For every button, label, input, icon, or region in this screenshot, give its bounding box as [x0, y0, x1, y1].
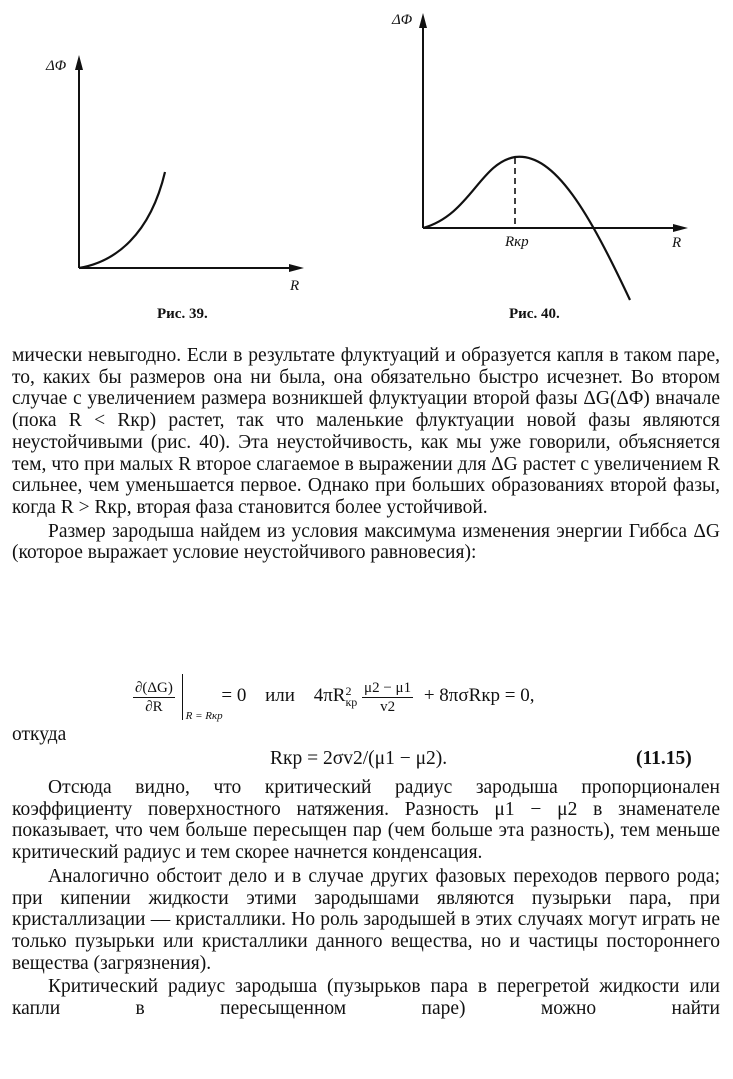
paragraph-2: Размер зародыша найдем из условия максимума изменения энергии Гиббса ΔG (которое выражает условие неустойчивого равновесия):	[12, 520, 720, 564]
equation-connector: или	[265, 685, 295, 707]
derivative-denominator: ∂R	[145, 698, 163, 715]
paragraph-3: Отсюда видно, что критический радиус зародыша пропорционален коэффициенту поверхностного натяжения. Разность μ1 − μ2 в знаменателе показывает, что чем больше пересыщен пар (чем больше эта разность), тем меньше критический радиус и тем скорее начнется конденсация.	[12, 777, 720, 864]
fig40-caption: Рис. 40.	[509, 306, 560, 322]
chemical-potential-fraction	[362, 679, 413, 716]
evaluation-bar	[182, 674, 223, 722]
equation-number: (11.15)	[636, 748, 692, 769]
derivative-fraction	[133, 679, 175, 716]
fig40-x-arrow	[673, 224, 688, 232]
word-otkuda: откуда	[12, 724, 67, 745]
fig40-y-label: ΔΦ	[392, 12, 413, 28]
derivative-numerator: ∂(ΔG)	[135, 679, 173, 696]
fig40-x-label: R	[672, 235, 682, 251]
evaluation-point: R = Rкр	[185, 710, 223, 722]
lead-sup: 2	[345, 684, 352, 698]
equation-critical-radius: Rкр = 2σv2/(μ1 − μ2).	[270, 748, 448, 769]
figure-40	[0, 0, 733, 330]
equation-derivative	[133, 674, 535, 720]
fig40-y-arrow	[419, 13, 427, 28]
fig39-caption: Рис. 39.	[157, 306, 208, 322]
fig39-x-label: R	[290, 278, 300, 294]
paragraph-4: Аналогично обстоит дело и в случае других фазовых переходов первого рода; при кипении жидкости этими зародышами являются пузырьки пара, при кристаллизации — кристаллики. Но роль зародышей в этих случаях могут играть не только пузырьки или кристаллики данного вещества, но и частицы постороннего вещества (загрязнения).	[12, 865, 720, 974]
mu-difference: μ2 − μ1	[364, 679, 412, 696]
equation-tail: + 8πσRкр = 0,	[423, 685, 535, 707]
paragraph-5: Критический радиус зародыша (пузырьков пара в перегретой жидкости или капли в пересыщенном паре) можно найти	[12, 976, 720, 1020]
body-text-bottom	[12, 777, 720, 1020]
fig40-rkr-label: Rкр	[505, 234, 529, 250]
fig39-y-label: ΔΦ	[46, 58, 67, 74]
lead-base: 4πR	[313, 685, 346, 707]
equation-lead-term	[313, 684, 358, 709]
body-text-top	[12, 345, 720, 564]
equation-rhs-zero: = 0	[221, 685, 247, 707]
paragraph-1: мически невыгодно. Если в результате флуктуаций и образуется капля в таком паре, то, каких бы размеров она ни была, она обязательно быстро исчезнет. Во втором случае с увеличением размера возникшей флуктуации второй фазы ΔG(ΔΦ) вначале (пока R < Rкр) растет, так что маленькие флуктуации новой фазы являются неустойчивыми (рис. 40). Эта неустойчивость, как мы уже говорили, объясняется тем, что при малых R второе слагаемое в выражении для ΔG растет с увеличением R сильнее, чем уменьшается первое. Однако при больших образованиях второй фазы, когда R > Rкр, вторая фаза становится более устойчивой.	[12, 345, 720, 518]
specific-volume: v2	[380, 698, 396, 715]
lead-sub: кр	[345, 695, 358, 709]
